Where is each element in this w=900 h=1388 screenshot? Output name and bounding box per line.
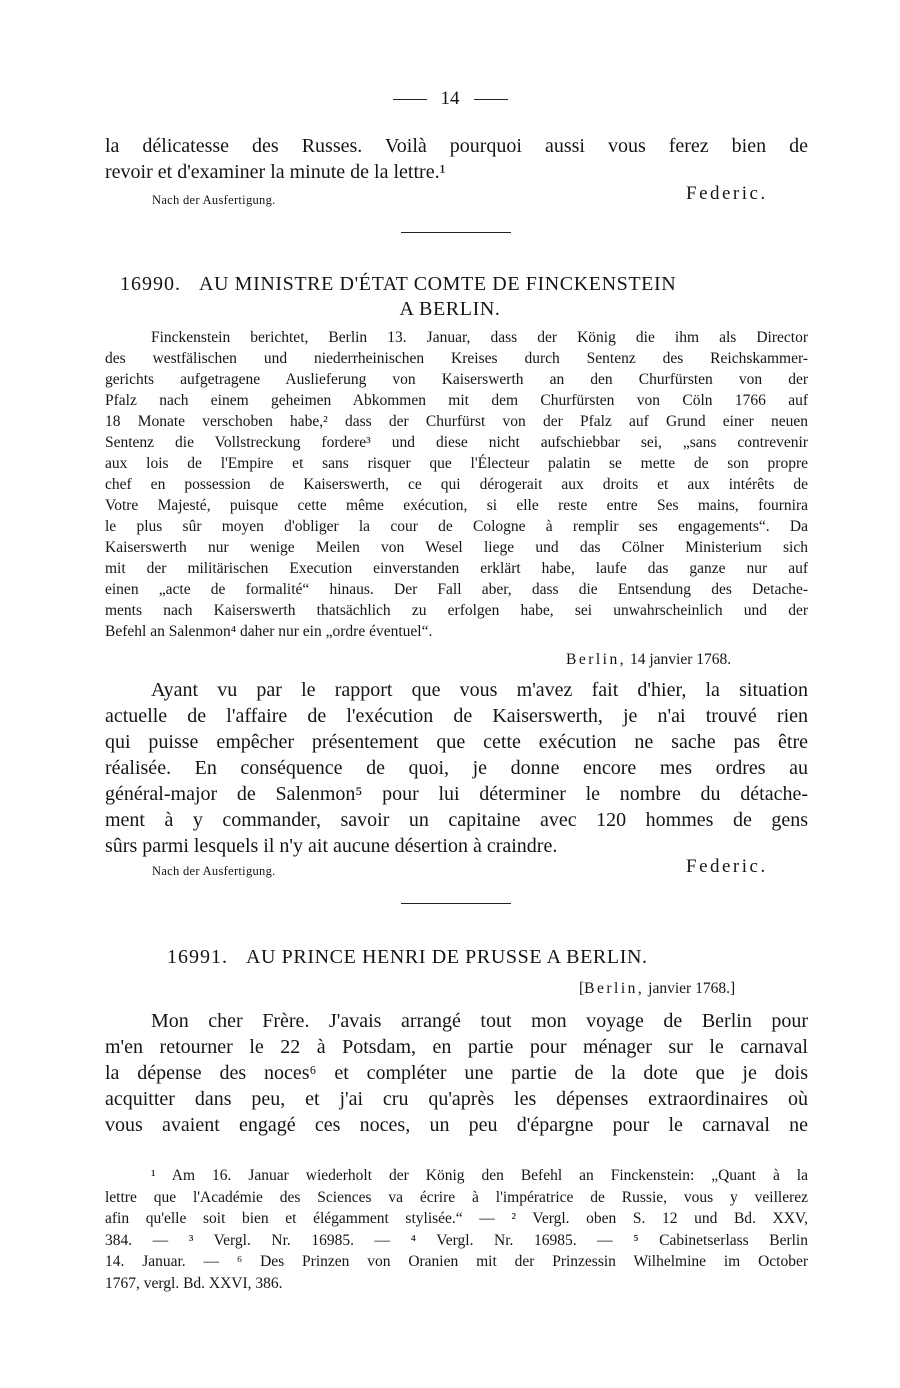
text-line: ments nach Kaiserswerth thatsächlich zu erfolgen habe, sei unwahrscheinlich und der	[105, 602, 808, 619]
signature: Federic.	[686, 183, 768, 204]
date-place: Berlin,	[566, 651, 627, 668]
letter-recipient: AU MINISTRE D'ÉTAT COMTE DE FINCKENSTEIN	[199, 273, 677, 295]
page-number-dash-right	[474, 99, 508, 100]
text-line: aux lois de l'Empire et sans risquer que l'Électeur palatin se mette de son propre	[105, 455, 808, 472]
text-line: 18 Monate verschoben habe,² dass der Churfürst von der Pfalz auf Grund einer neuen	[105, 413, 808, 430]
text-line: Finckenstein berichtet, Berlin 13. Januar, dass der König die ihm als Director	[151, 329, 808, 346]
source-note: Nach der Ausfertigung.	[152, 864, 276, 878]
letter-heading-place: A BERLIN.	[399, 298, 501, 320]
text-line: sûrs parmi lesquels il n'y ait aucune désertion à craindre.	[105, 835, 558, 857]
text-line: Mon cher Frère. J'avais arrangé tout mon voyage de Berlin pour	[151, 1010, 808, 1032]
letter-body	[105, 677, 808, 859]
text-line: m'en retourner le 22 à Potsdam, en partie pour ménager sur le carnaval	[105, 1036, 808, 1058]
intro-paragraph	[105, 133, 808, 185]
text-line: einen „acte de formalité“ hinaus. Der Fall aber, dass die Entsendung des Detache-	[105, 581, 808, 598]
text-line: Ayant vu par le rapport que vous m'avez fait d'hier, la situation	[151, 679, 808, 701]
text-line: Sentenz die Vollstreckung fordere³ und diese nicht aufschiebbar sei, „sans contrevenir	[105, 434, 808, 451]
date-value: janvier 1768.]	[648, 980, 736, 997]
footnote-line: ¹ Am 16. Januar wiederholt der König den Befehl an Finckenstein: „Quant à la	[151, 1167, 808, 1184]
date-place: Berlin,	[584, 980, 645, 997]
text-line: Befehl an Salenmon⁴ daher nur ein „ordre éventuel“.	[105, 623, 433, 640]
letter-number: 16990.	[120, 273, 181, 295]
text-line: ment à y commander, savoir un capitaine avec 120 hommes de gens	[105, 809, 808, 831]
page-number-dash-left	[393, 99, 427, 100]
text-line: le plus sûr moyen d'obliger la cour de Cologne à remplir ses engagements“. Da	[105, 518, 808, 535]
footnote-line: 14. Januar. — ⁶ Des Prinzen von Oranien mit der Prinzessin Wilhelmine im October	[105, 1253, 808, 1270]
text-line: gerichts aufgetragene Auslieferung von Kaiserswerth an den Churfürsten von der	[105, 371, 808, 388]
page-number: 14	[440, 88, 460, 109]
page-number-line	[0, 88, 900, 110]
footnotes	[105, 1165, 808, 1294]
letter-heading	[120, 273, 800, 296]
footnote-line: 1767, vergl. Bd. XXVI, 386.	[105, 1274, 283, 1292]
section-divider	[401, 232, 511, 233]
letter-date	[566, 651, 731, 669]
text-line: qui puisse empêcher présentement que cette exécution ne sache pas être	[105, 731, 808, 753]
text-line: Votre Majesté, puisque cette même exécution, si elle reste entre Ses mains, fournira	[105, 497, 808, 514]
text-line: chef en possession de Kaiserswerth, ce qui dérogerait aux droits et aux intérêts de	[105, 476, 808, 493]
letter-number: 16991.	[167, 946, 228, 968]
text-line: Pfalz nach einem geheimen Abkommen mit dem Churfürsten von Cöln 1766 auf	[105, 392, 808, 409]
text-line: Kaiserswerth nur wenige Meilen von Wesel liege und das Cölner Ministerium sich	[105, 539, 808, 556]
section-divider	[401, 903, 511, 904]
text-line: général-major de Salenmon⁵ pour lui déterminer le nombre du détache-	[105, 783, 808, 805]
letter-date	[579, 980, 735, 998]
text-line: actuelle de l'affaire de l'exécution de Kaiserswerth, je n'ai trouvé rien	[105, 705, 808, 727]
text-line: mit der militärischen Execution einverstanden erklärt habe, laufe das ganze nur auf	[105, 560, 808, 577]
text-line: revoir et d'examiner la minute de la lettre.¹	[105, 161, 446, 183]
text-line: la dépense des noces⁶ et compléter une partie de la dote que je dois	[105, 1062, 808, 1084]
text-line: acquitter dans peu, et j'ai cru qu'après les dépenses extraordinaires où	[105, 1088, 808, 1110]
letter-recipient: AU PRINCE HENRI DE PRUSSE A BERLIN.	[246, 946, 648, 968]
footnote-line: lettre que l'Académie des Sciences va écrire à l'impératrice de Russie, vous y veillerez	[105, 1188, 808, 1206]
footnote-line: 384. — ³ Vergl. Nr. 16985. — ⁴ Vergl. Nr. 16985. — ⁵ Cabinetserlass Berlin	[105, 1231, 808, 1249]
letter-body	[105, 1008, 808, 1138]
signature: Federic.	[686, 856, 768, 877]
text-line: la délicatesse des Russes. Voilà pourquoi aussi vous ferez bien de	[105, 135, 808, 157]
date-value: 14 janvier 1768.	[630, 651, 732, 668]
text-line: vous avaient engagé ces noces, un peu d'épargne pour le carnaval ne	[105, 1114, 808, 1136]
date-bracket: [	[579, 980, 585, 997]
text-line: réalisée. En conséquence de quoi, je donne encore mes ordres au	[105, 757, 808, 779]
letter-summary	[105, 327, 808, 642]
footnote-line: afin qu'elle soit bien et élégamment stylisée.“ — ² Vergl. oben S. 12 und Bd. XXV,	[105, 1210, 808, 1227]
letter-heading	[167, 946, 648, 969]
source-note: Nach der Ausfertigung.	[152, 193, 276, 207]
text-line: des westfälischen und niederrheinischen Kreises durch Sentenz des Reichskammer-	[105, 350, 808, 367]
